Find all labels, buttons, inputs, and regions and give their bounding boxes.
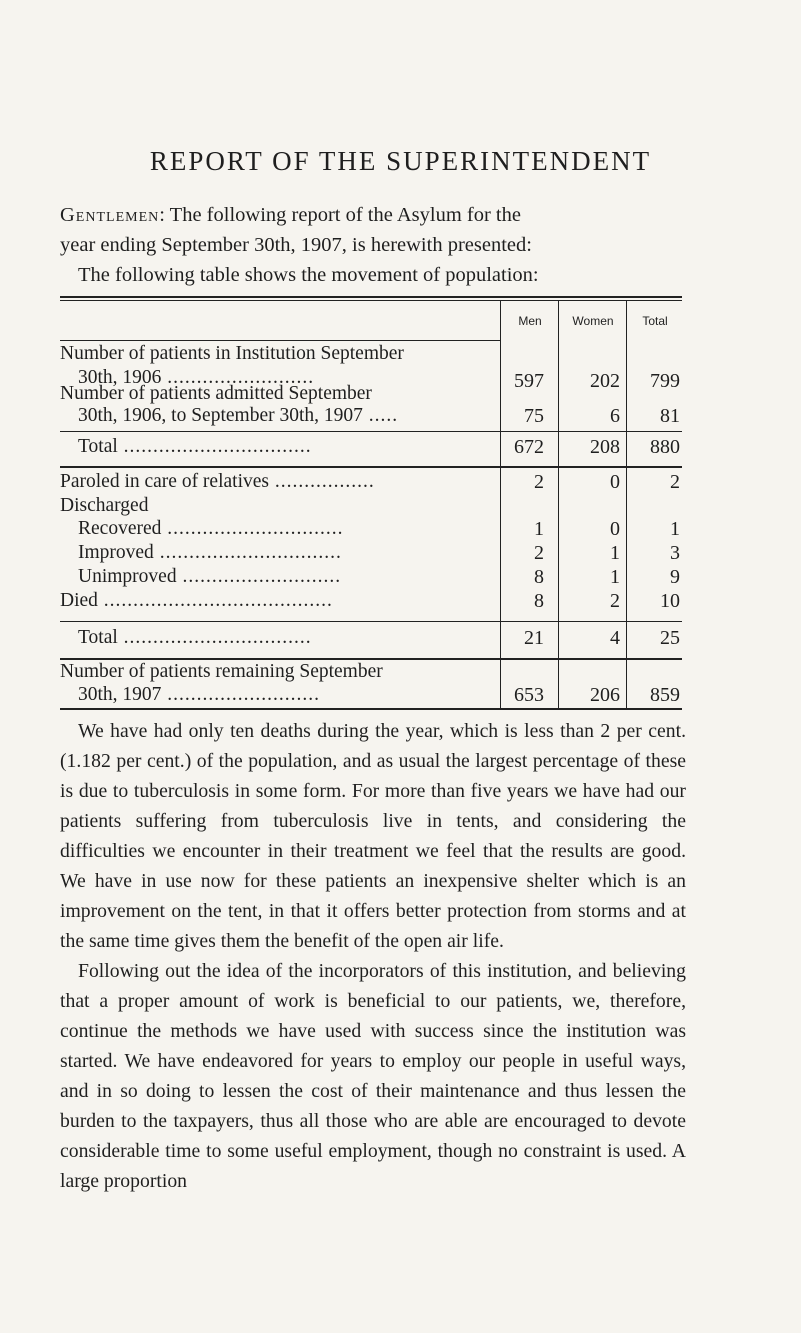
table-bottom-rule: [60, 658, 682, 660]
cell-women: 6: [610, 405, 620, 427]
total-1-top-rule: [60, 431, 682, 432]
row-label: Unimproved ...........................: [78, 566, 342, 587]
row-label: Paroled in care of relatives .................: [60, 471, 375, 492]
header-underline: [60, 340, 500, 341]
cell-total: 9: [670, 566, 680, 588]
cell-women: 208: [590, 436, 620, 458]
intro-line-1: [60, 200, 521, 230]
body-text: [60, 716, 686, 1196]
row-label: Recovered ..............................: [78, 518, 344, 539]
row-label-cont: 30th, 1906 .........................: [78, 367, 315, 388]
col-header-men: Men: [518, 314, 542, 328]
row-label-total: Total ................................: [78, 436, 312, 457]
cell-women: 1: [610, 542, 620, 564]
intro-line-1-rest: : The following report of the Asylum for the: [159, 204, 521, 226]
cell-women: 1: [610, 566, 620, 588]
salutation: Gentlemen: [60, 204, 160, 226]
cell-men: 75: [524, 405, 544, 427]
paragraph: We have had only ten deaths during the year, which is less than 2 per cent. (1.182 per cent.) of the population, and as usual the largest percentage of these is due to tuberculosis in some form. For more than five years we have had our patients suffering from tuberculosis live in tents, and considering the difficulties we encounter in their treatment we feel that the results are good. We have in use now for these patients an inexpensive shelter which is an improvement on the tent, in that it offers better protection from storms and at the same time gives them the benefit of the open air life.: [60, 720, 686, 952]
col-header-women: Women: [572, 314, 614, 328]
cell-total: 1: [670, 518, 680, 540]
cell-men: 2: [534, 542, 544, 564]
row-label: Number of patients admitted September: [60, 383, 372, 404]
total-2-bottom-rule: [60, 621, 682, 622]
cell-women: 0: [610, 518, 620, 540]
cell-women: 2: [610, 590, 620, 612]
cell-men: 597: [514, 370, 544, 392]
row-label: Number of patients in Institution September: [60, 343, 404, 364]
cell-women: 206: [590, 684, 620, 706]
page-title: REPORT OF THE SUPERINTENDENT: [149, 146, 652, 176]
cell-total: 25: [660, 627, 680, 649]
col-header-total: Total: [642, 314, 668, 328]
total-1-bottom-rule: [60, 466, 682, 468]
row-label: Died .......................................: [60, 590, 333, 611]
row-label-cont: 30th, 1906, to September 30th, 1907 .....: [78, 405, 399, 426]
cell-men: 1: [534, 518, 544, 540]
table-top-rule: [60, 296, 682, 298]
cell-women: 202: [590, 370, 620, 392]
paragraph: Following out the idea of the incorporators of this institution, and believing that a proper amount of work is beneficial to our patients, we, therefore, continue the methods we have used with success since the institution was started. We have endeavored for years to employ our people in useful ways, and in so doing to lessen the cost of their maintenance and thus lessen the burden to the taxpayers, thus all those who are able are encouraged to devote considerable time to some useful employment, though no constraint is used. A large proportion: [60, 960, 686, 1192]
cell-total: 880: [650, 436, 680, 458]
cell-total: 799: [650, 370, 680, 392]
row-label-cont: 30th, 1907 ..........................: [78, 684, 321, 705]
cell-total: 859: [650, 684, 680, 706]
cell-total: 81: [660, 405, 680, 427]
cell-men: 8: [534, 590, 544, 612]
intro-line-3: The following table shows the movement of population:: [78, 264, 539, 286]
col-divider-3-ext: [626, 658, 627, 708]
cell-total: 10: [660, 590, 680, 612]
cell-men: 653: [514, 684, 544, 706]
row-label: Number of patients remaining September: [60, 661, 383, 682]
cell-women: 0: [610, 471, 620, 493]
cell-women: 4: [610, 627, 620, 649]
table-top-rule-inner: [60, 300, 682, 301]
row-label: Improved ...............................: [78, 542, 342, 563]
col-divider-3: [626, 300, 627, 658]
table-final-rule: [60, 708, 682, 710]
row-label-total: Total ................................: [78, 627, 312, 648]
cell-men: 672: [514, 436, 544, 458]
cell-total: 3: [670, 542, 680, 564]
cell-men: 2: [534, 471, 544, 493]
row-label: Discharged: [60, 495, 149, 516]
cell-men: 8: [534, 566, 544, 588]
intro-line-2: year ending September 30th, 1907, is herewith presented:: [60, 234, 532, 256]
cell-total: 2: [670, 471, 680, 493]
cell-men: 21: [524, 627, 544, 649]
